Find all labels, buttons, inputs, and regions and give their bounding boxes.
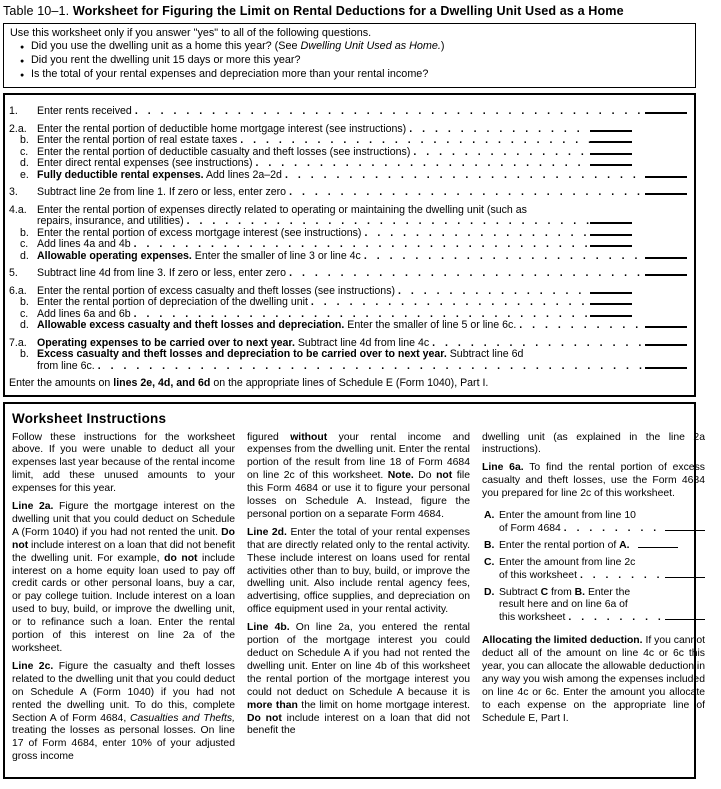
answer-line-inner	[590, 240, 632, 247]
line-text-with-leader	[37, 251, 689, 263]
text-segment: Enter the rental portion of deductible casualty and theft losses (see instructions)	[37, 145, 411, 158]
line-text	[37, 349, 689, 361]
item-line-with-leader	[499, 523, 705, 536]
text-segment: Do not	[247, 712, 282, 724]
line-number: e.	[20, 168, 29, 181]
dot-leader	[519, 320, 645, 332]
question-bullet-item	[10, 54, 687, 68]
line-text-with-leader	[37, 268, 689, 280]
text-segment: Do not	[12, 526, 235, 551]
text-segment: Line 2c.	[12, 660, 54, 672]
text-segment: lines 2e, 4d, and 6d	[113, 377, 211, 389]
answer-line-outer	[645, 188, 687, 195]
answer-line-outer	[645, 107, 687, 114]
dot-leader	[311, 297, 590, 309]
text-segment: Do	[413, 470, 437, 482]
answer-line-outer	[645, 171, 687, 178]
line-text	[37, 204, 527, 216]
questions-intro: Use this worksheet only if you answer "yes" to all of the following questions.	[10, 27, 372, 39]
answer-line-item	[665, 525, 705, 531]
text-segment: Enter direct rental expenses (see instructions)	[37, 157, 253, 169]
line-number: b.	[20, 226, 29, 239]
text-segment: C	[540, 586, 549, 598]
dot-leader	[409, 124, 590, 136]
bullet-icon: ●	[20, 58, 25, 65]
text-segment: treating the losses as personal losses. On line 17 of Form 4684, enter 10% of your adjusted gross income	[12, 725, 235, 763]
text-segment: Enter the rental portion of real estate taxes	[37, 134, 238, 146]
line-body	[37, 297, 689, 309]
dot-leader	[564, 523, 665, 536]
dot-leader	[285, 170, 645, 182]
text-segment: Add lines 4a and 4b	[37, 238, 131, 250]
text-segment: Enter the	[585, 586, 631, 598]
text-segment: Did you use the dwelling unit as a home this year? (See	[31, 40, 301, 52]
text-segment: more than	[247, 699, 298, 711]
item-letter: B.	[484, 539, 495, 551]
text-segment: Figure the mortgage interest on the dwelling unit that you could deduct on Schedule A (Form 1040) if you had not rented the unit.	[12, 501, 235, 538]
answer-line-item	[638, 542, 678, 548]
item-text	[499, 540, 630, 553]
text-segment: Enter the smaller of line 3 or line 4c	[191, 249, 361, 262]
text-segment: Note.	[387, 470, 414, 482]
text-segment: )	[440, 40, 445, 52]
line-body	[37, 106, 689, 118]
worksheet-row-e	[9, 170, 689, 182]
line-number: b.	[20, 296, 29, 308]
instructions-heading: Worksheet Instructions	[12, 410, 167, 426]
text-segment: Line 2a.	[12, 501, 54, 513]
text-segment: A.	[619, 539, 630, 551]
item-text	[499, 557, 635, 568]
line-body	[37, 349, 689, 372]
bullet-icon: ●	[20, 44, 25, 51]
line-body	[37, 170, 689, 182]
lettered-item-C	[484, 557, 705, 583]
bullet-icon: ●	[20, 72, 25, 79]
dot-leader	[256, 158, 590, 170]
item-body	[499, 587, 705, 626]
lettered-item-A	[484, 510, 705, 536]
line-number: 2.a.	[9, 122, 27, 135]
table-number: Table 10–1.	[3, 4, 70, 18]
line-number: 5.	[9, 267, 18, 279]
line-text-with-leader	[37, 228, 689, 240]
line-number: 6.a.	[9, 284, 27, 297]
instruction-paragraph	[482, 635, 705, 725]
text-segment: figured	[247, 431, 291, 443]
line-body	[37, 251, 689, 263]
text-segment: Subtract line 2e from line 1. If zero or less, enter zero	[37, 186, 287, 198]
line-number: d.	[20, 249, 29, 262]
line-number: c.	[20, 307, 29, 320]
instruction-paragraph	[12, 432, 235, 497]
dot-leader	[364, 228, 590, 240]
answer-line-inner	[590, 298, 632, 305]
worksheet-row-4a	[9, 205, 689, 228]
item-line	[499, 510, 705, 523]
answer-line-inner	[590, 217, 632, 224]
text-segment: Fully deductible rental expenses.	[37, 168, 204, 181]
line-text	[37, 268, 286, 280]
text-segment: Add lines 6a and 6b	[37, 307, 131, 320]
answer-line-outer	[645, 321, 687, 328]
text-segment: from	[548, 586, 575, 598]
text-segment: Enter the smaller of line 5 or line 6c.	[344, 319, 517, 331]
text-segment: Casualties and Thefts,	[129, 712, 235, 724]
text-segment: without	[290, 431, 328, 443]
line-body	[37, 205, 689, 228]
instructions-column-2	[247, 432, 470, 770]
line-text-with-leader	[37, 297, 689, 309]
answer-line-inner	[590, 136, 632, 143]
text-segment: Subtract line 4d from line 3. If zero or less, enter zero	[37, 267, 287, 279]
item-body	[499, 557, 705, 583]
questions-bullet-list	[10, 40, 687, 82]
text-segment: Subtract line 4d from line 4c	[294, 336, 430, 349]
worksheet-row-d	[9, 320, 689, 332]
questions-box	[3, 23, 696, 88]
instruction-paragraph	[482, 462, 705, 501]
dot-leader	[580, 570, 665, 583]
line-number: 4.a.	[9, 203, 27, 216]
item-text	[499, 612, 565, 625]
text-segment: Enter the amount from line 2c	[499, 556, 636, 568]
dot-leader	[289, 187, 645, 199]
item-line	[499, 557, 705, 570]
answer-line-inner	[590, 148, 632, 155]
item-letter: D.	[484, 586, 495, 598]
text-segment: Enter the rental portion of deductible home mortgage interest (see instructions)	[37, 122, 407, 135]
text-segment: Enter the rental portion of excess casualty and theft losses (see instructions)	[37, 284, 396, 297]
dot-leader	[568, 612, 665, 625]
answer-line-outer	[645, 269, 687, 276]
dot-leader	[364, 251, 645, 263]
text-segment: dwelling unit (as explained in the line 2a instructions).	[482, 431, 705, 456]
answer-line-outer	[645, 339, 687, 346]
line-number: d.	[20, 319, 29, 331]
text-segment: Enter the rental portion of depreciation of the dwelling unit	[37, 296, 308, 308]
table-title	[3, 4, 721, 18]
text-segment: from line 6c.	[37, 359, 95, 372]
line-number: c.	[20, 145, 29, 158]
text-segment: Enter the amount from line 10	[499, 510, 636, 522]
line-number: 7.a.	[9, 336, 27, 349]
text-segment: not	[436, 470, 453, 482]
line-text	[37, 187, 286, 199]
instructions-columns	[12, 431, 705, 770]
line-body	[37, 228, 689, 240]
text-segment: Follow these instructions for the worksheet above. If you were unable to deduct all your expenses last year because of the rental income limit, add these unused amounts to your expenses for this year.	[12, 431, 235, 495]
instruction-paragraph	[247, 622, 470, 738]
text-segment: Subtract	[499, 586, 541, 598]
question-text	[31, 54, 300, 68]
question-text	[31, 68, 428, 82]
instruction-paragraph	[247, 527, 470, 617]
line-body	[37, 320, 689, 332]
line-number: d.	[20, 157, 29, 169]
item-text	[499, 570, 577, 583]
text-segment: do not	[164, 552, 198, 564]
line-text	[37, 251, 361, 263]
answer-line-outer	[645, 362, 687, 369]
dot-leader	[413, 147, 590, 159]
text-segment: Enter the rental portion of excess mortgage interest (see instructions)	[37, 226, 362, 239]
worksheet-footer	[9, 378, 689, 390]
lettered-item-D	[484, 587, 705, 626]
item-text	[499, 510, 636, 521]
text-segment: on the appropriate lines of Schedule E (Form 1040), Part I.	[210, 377, 489, 389]
text-segment: On line 2a, you entered the rental portion of the mortgage interest you could deduct on Schedule A if you had not rented the dwelling unit. Enter on line 4b of this worksheet the rental portion of the mortgage interest you could not deduct on Schedule A because it is	[247, 622, 470, 698]
line-text-with-leader	[37, 361, 689, 373]
instructions-box	[3, 402, 705, 780]
text-segment: Enter the total of your rental expenses that are directly related only to the rental activity. These include interest on loans used for rental activities other than to buy, build, or improve the dwelling unit. Also include rental agency fees, advertising, office supplies, and depreciation on office equipment used in your rental activity.	[247, 526, 470, 616]
question-text	[31, 40, 445, 54]
item-text	[499, 587, 630, 598]
text-segment: file this Form 4684 or use it to figure your personal losses on Schedule A. Instead, figure the personal portion on a separate Form 4684.	[247, 470, 471, 520]
text-segment: your rental income and expenses from the dwelling unit. Enter the rental portion of the result from line 18 of Form 4684 on line 2c of this worksheet.	[247, 431, 470, 482]
worksheet-row-1	[9, 106, 689, 118]
text-segment: If you cannot deduct all of the amount on line 4c or 6c this year, you can allocate the allowable deduction in any way you wish among the expenses included on line 4c or 6c. Enter the amount you allocate to each expense on the appropriate line of Schedule E, Part I.	[482, 635, 705, 724]
line-text-with-leader	[37, 187, 689, 199]
text-segment: Allocating the limited deduction.	[482, 635, 643, 647]
answer-line-inner	[590, 310, 632, 317]
text-segment: Enter the amounts on	[9, 377, 114, 389]
instruction-paragraph	[12, 661, 235, 764]
text-segment: Enter rents received	[37, 105, 132, 117]
table-title-text: Worksheet for Figuring the Limit on Rental Deductions for a Dwelling Unit Used as a Home	[72, 4, 624, 18]
item-line	[499, 587, 705, 600]
item-line-with-leader	[499, 570, 705, 583]
instruction-paragraph	[12, 501, 235, 656]
item-body	[499, 540, 705, 553]
line-number: 3.	[9, 186, 18, 198]
worksheet-row-3	[9, 187, 689, 199]
line-text	[37, 361, 95, 373]
text-segment: of Form 4684	[499, 522, 561, 534]
text-segment: Line 2d.	[247, 526, 287, 538]
worksheet-row-5	[9, 268, 689, 280]
text-segment: Allowable operating expenses.	[37, 249, 192, 262]
text-segment: the limit on home mortgage interest.	[297, 699, 471, 711]
text-segment: Excess casualty and theft losses and depreciation to be carried over to next year.	[37, 348, 447, 360]
answer-line-inner	[590, 125, 632, 132]
text-segment: Line 4b.	[247, 622, 290, 634]
dot-leader	[289, 268, 645, 280]
text-segment: Allowable excess casualty and theft losses and depreciation.	[37, 319, 345, 331]
question-bullet-item	[10, 68, 687, 82]
dot-leader	[398, 286, 590, 298]
text-segment: To find the rental portion of excess casualty and theft losses, use the Form 4684 you prepared for line 2c of this worksheet.	[482, 462, 705, 500]
text-segment: Is the total of your rental expenses and depreciation more than your rental income?	[31, 68, 429, 80]
text-segment: Enter the rental portion of	[499, 539, 620, 551]
text-segment: Add lines 2a–2d	[203, 168, 282, 181]
answer-line-inner	[590, 159, 632, 166]
answer-line-item	[665, 572, 705, 578]
answer-line-inner	[590, 287, 632, 294]
text-segment: Operating expenses to be carried over to next year.	[37, 336, 295, 349]
line-number: b.	[20, 348, 29, 360]
worksheet-row-b	[9, 349, 689, 372]
text-segment: B.	[574, 586, 586, 598]
text-segment: result here and on line 6a of	[499, 599, 628, 611]
line-body	[37, 187, 689, 199]
instructions-column-3	[482, 432, 705, 770]
line-number: b.	[20, 134, 29, 146]
text-segment: Did you rent the dwelling unit 15 days or more this year?	[31, 54, 301, 66]
text-segment: Line 6a.	[482, 462, 524, 474]
worksheet-box	[3, 93, 696, 397]
text-segment: Dwelling Unit Used as Home.	[300, 40, 441, 52]
line-text	[37, 320, 516, 332]
text-segment: Enter the rental portion of expenses directly related to operating or maintaining the dwelling unit (such as	[37, 203, 527, 216]
instruction-paragraph	[482, 432, 705, 458]
dot-leader	[98, 361, 645, 373]
worksheet-rows	[9, 106, 689, 372]
answer-line-item	[665, 614, 705, 620]
line-text-with-leader	[37, 106, 689, 118]
instruction-paragraph	[247, 432, 470, 522]
text-segment: of this worksheet	[499, 569, 577, 581]
text-segment: include interest on a home equity loan used to pay off credit cards or other personal loans, buy a car, or pay college tuition. Include interest on a loan used to buy, build, or improve the dwelling unit, or to refinance such a loan. Enter the rental portion of this interest on line 2a of the worksheet.	[12, 552, 235, 654]
text-segment: Figure the casualty and theft losses related to the dwelling unit that you could deduct on Schedule A (Form 1040) if you had not rented the dwelling unit. To do this, complete Section A of Form 4684,	[12, 660, 235, 724]
line-text-with-leader	[37, 170, 689, 182]
item-letter: C.	[484, 556, 495, 568]
line-body	[37, 268, 689, 280]
answer-line-inner	[590, 229, 632, 236]
item-text	[499, 599, 628, 610]
line-text-with-leader	[37, 320, 689, 332]
text-segment: repairs, insurance, and utilities)	[37, 215, 184, 227]
text-segment: include interest on a loan that did not benefit the dwelling unit. For example,	[12, 539, 235, 564]
answer-line-outer	[645, 252, 687, 259]
line-number: c.	[20, 238, 29, 250]
item-line-with-leader	[499, 540, 705, 553]
instructions-column-1	[12, 432, 235, 770]
line-text	[37, 348, 523, 360]
question-bullet-item	[10, 40, 687, 54]
line-number: 1.	[9, 105, 18, 117]
text-segment: include interest on a loan that did not benefit the	[247, 712, 470, 737]
text-segment: this worksheet	[499, 612, 566, 624]
text-segment: Subtract line 6d	[446, 348, 524, 360]
item-line-with-leader	[499, 612, 705, 625]
item-line	[499, 599, 705, 612]
lettered-item-B	[484, 540, 705, 553]
item-text	[499, 523, 561, 536]
line-text	[37, 170, 282, 182]
worksheet-row-d	[9, 251, 689, 263]
dot-leader	[135, 106, 645, 118]
line-text	[37, 106, 132, 118]
item-letter: A.	[484, 510, 495, 522]
item-body	[499, 510, 705, 536]
